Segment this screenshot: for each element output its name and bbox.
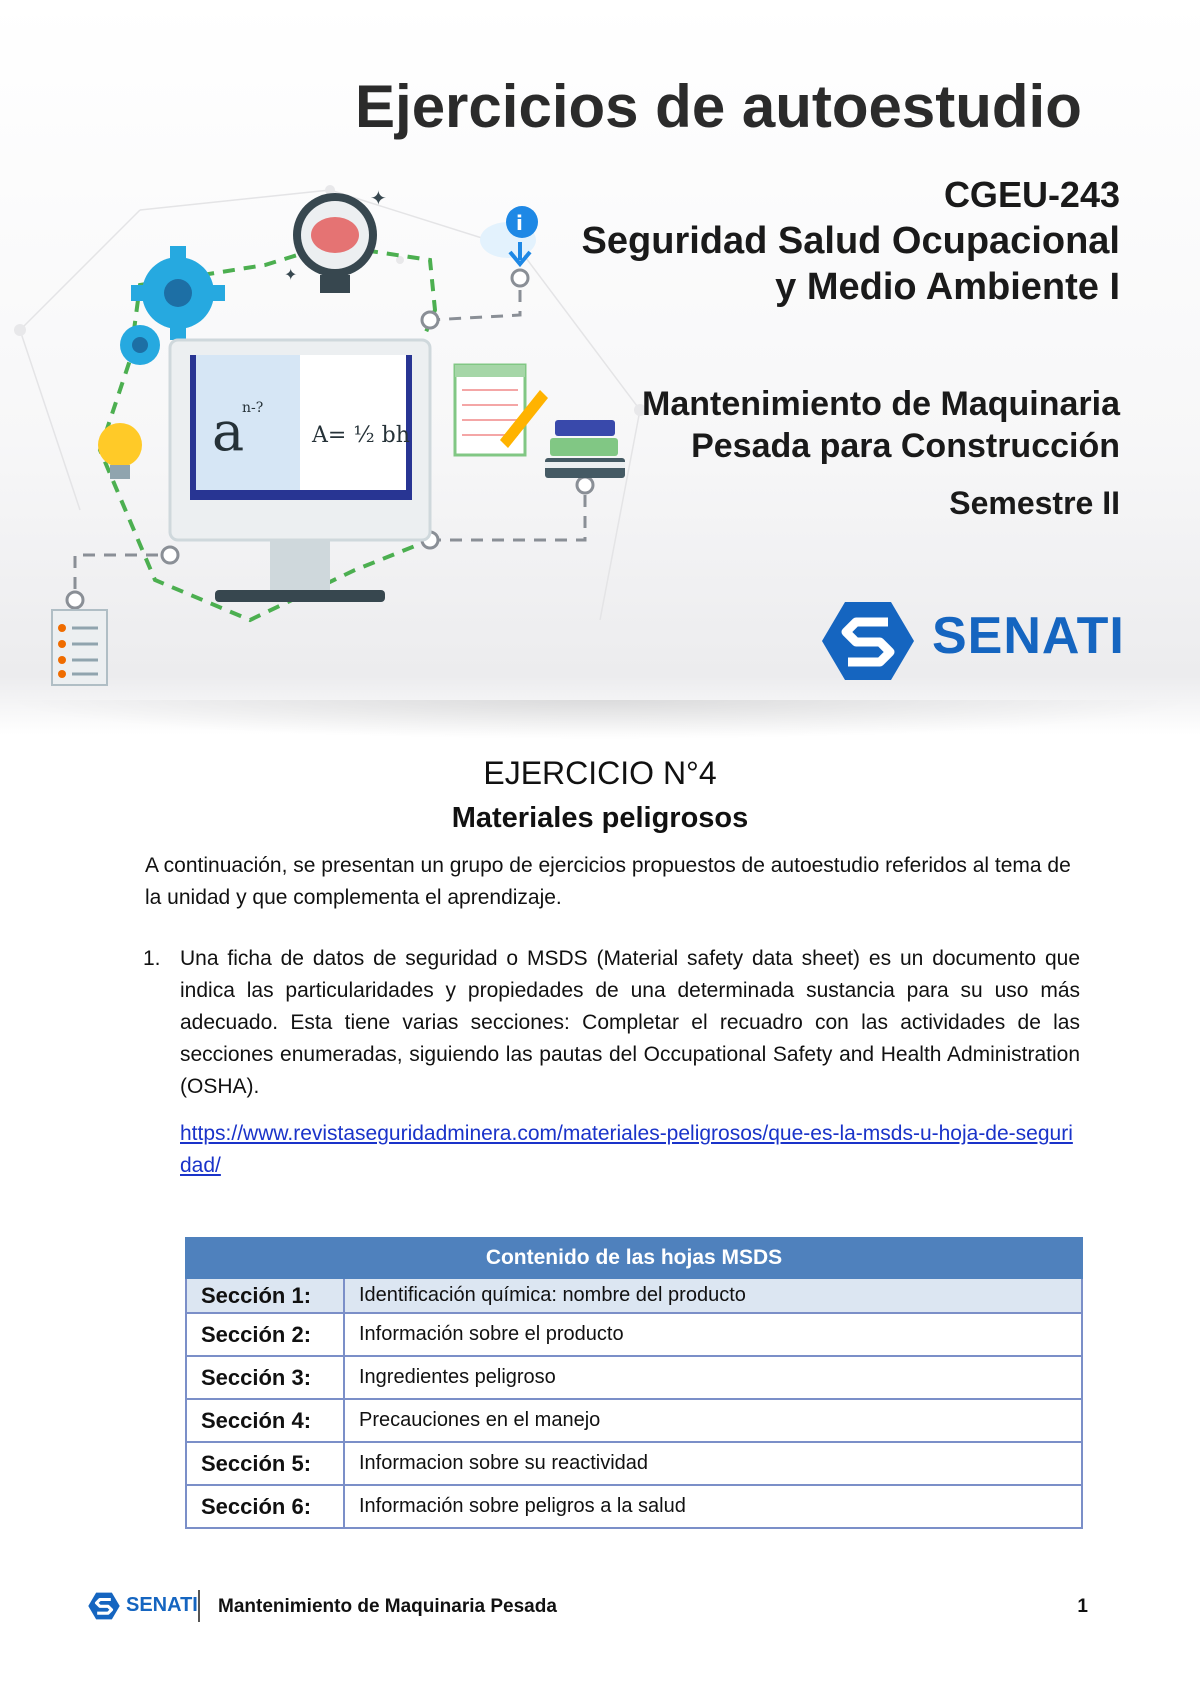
books-icon	[545, 420, 625, 478]
table-row	[186, 1356, 1082, 1399]
svg-text:i: i	[516, 211, 523, 235]
footer-text: Mantenimiento de Maquinaria Pesada	[218, 1596, 557, 1617]
section-content: Identificación química: nombre del producto	[344, 1278, 1082, 1313]
section-content: Informacion sobre su reactividad	[344, 1442, 1082, 1485]
list-item-text: Una ficha de datos de seguridad o MSDS (Material safety data sheet) es un documento que indica las particularidades y propiedades de una determinada sustancia para su uso más adecuado. Esta tiene varias secciones: Completar el recuadro con las actividades de las secciones enumeradas, siguiendo las pautas del Occupational Safety and Health Administration (OSHA).	[180, 947, 1080, 1098]
course-name-line1: Seguridad Salud Ocupacional	[581, 220, 1120, 262]
section-label: Sección 5:	[186, 1442, 344, 1485]
document-title: Ejercicios de autoestudio	[355, 73, 1082, 140]
page-footer	[88, 1590, 1088, 1624]
table-row	[186, 1485, 1082, 1528]
lightbulb-icon	[98, 423, 142, 479]
table-row	[186, 1313, 1082, 1356]
career-info	[642, 383, 1120, 522]
senati-logo-icon	[88, 1592, 120, 1620]
reference-link[interactable]: https://www.revistaseguridadminera.com/materiales-peligrosos/que-es-la-msds-u-hoja-de-seguridad/	[180, 1122, 1073, 1177]
footer-divider	[198, 1590, 200, 1622]
notepad-pencil-icon	[455, 365, 548, 455]
header-illustration	[0, 150, 680, 710]
career-line1: Mantenimiento de Maquinaria	[642, 385, 1120, 423]
section-label: Sección 2:	[186, 1313, 344, 1356]
exercise-title: EJERCICIO N°4	[483, 755, 717, 791]
computer-monitor-icon	[170, 340, 430, 602]
career-line2: Pesada para Construcción	[691, 427, 1120, 465]
section-content: Ingredientes peligroso	[344, 1356, 1082, 1399]
svg-text:n-?: n-?	[242, 400, 264, 416]
senati-logo-icon	[822, 600, 914, 682]
semester-label: Semestre II	[949, 485, 1120, 521]
section-label: Sección 6:	[186, 1485, 344, 1528]
svg-text:✦: ✦	[370, 186, 387, 210]
table-row	[186, 1442, 1082, 1485]
list-item-number: 1.	[143, 947, 161, 970]
course-info	[582, 172, 1120, 310]
page-number: 1	[1077, 1596, 1088, 1617]
exercise-subtitle: Materiales peligrosos	[451, 802, 749, 834]
section-label: Sección 4:	[186, 1399, 344, 1442]
info-download-icon	[480, 206, 538, 264]
section-label: Sección 1:	[186, 1278, 344, 1313]
section-content: Precauciones en el manejo	[344, 1399, 1082, 1442]
checklist-icon	[52, 610, 107, 685]
footer-brand: SENATI	[126, 1594, 198, 1616]
table-row	[186, 1399, 1082, 1442]
section-content: Información sobre el producto	[344, 1313, 1082, 1356]
course-code: CGEU-243	[943, 174, 1120, 215]
brand-name: SENATI	[932, 607, 1125, 665]
table-header: Contenido de las hojas MSDS	[186, 1238, 1082, 1278]
msds-table	[185, 1237, 1083, 1529]
section-content: Información sobre peligros a la salud	[344, 1485, 1082, 1528]
lightbulb-brain-icon	[284, 186, 387, 293]
intro-paragraph: A continuación, se presentan un grupo de ejercicios propuestos de autoestudio referidos al tema de la unidad y que complementa el aprendizaje.	[145, 854, 1071, 909]
svg-text:A= ½ bh: A= ½ bh	[312, 423, 410, 448]
svg-text:a: a	[212, 400, 245, 463]
course-name-line2: y Medio Ambiente I	[775, 266, 1120, 308]
table-row	[186, 1278, 1082, 1313]
section-label: Sección 3:	[186, 1356, 344, 1399]
svg-text:✦: ✦	[284, 265, 298, 284]
